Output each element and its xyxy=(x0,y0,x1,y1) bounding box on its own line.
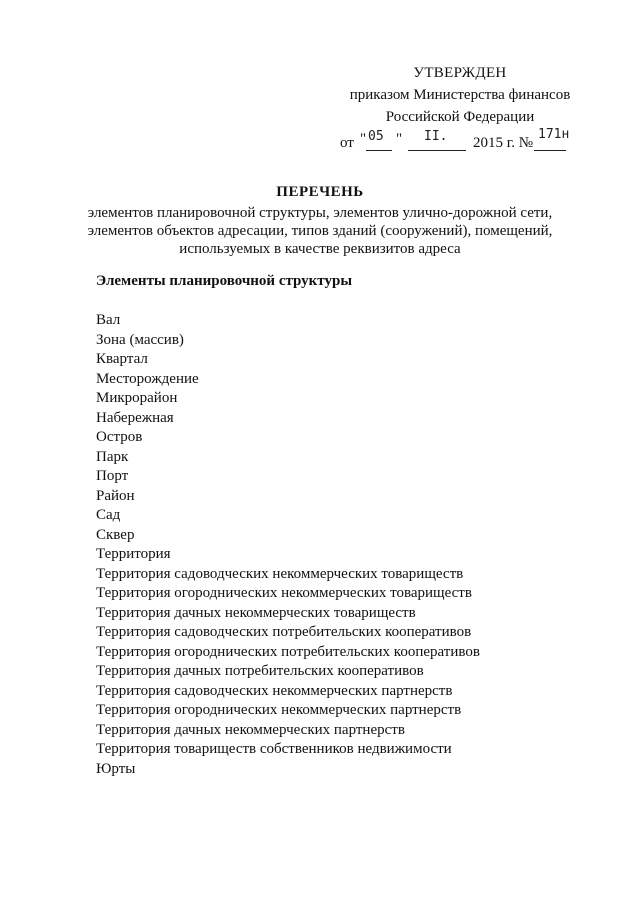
date-quote-close: " xyxy=(396,131,403,147)
list-item: Квартал xyxy=(96,351,148,367)
list-item: Набережная xyxy=(96,409,174,426)
date-prefix: от xyxy=(340,135,354,151)
date-day-handwritten: 05 xyxy=(368,129,384,144)
list-item: Парк xyxy=(96,448,129,465)
order-number-handwritten: 171н xyxy=(538,127,570,142)
section-title: Элементы планировочной структуры xyxy=(96,273,353,289)
document-title: ПЕРЕЧЕНЬ xyxy=(276,184,364,200)
list-item: Территория огороднических некоммерческих партнерств xyxy=(96,702,462,718)
list-item: Порт xyxy=(96,468,129,484)
list-item: Территория дачных некоммерческих товариществ xyxy=(96,604,416,621)
list-item: Территория дачных потребительских кооперативов xyxy=(96,663,424,679)
list-item: Территория садоводческих некоммерческих партнерств xyxy=(96,682,453,699)
list-item: Район xyxy=(96,487,135,504)
date-day-underline xyxy=(366,150,392,151)
planning-structure-list xyxy=(96,311,480,779)
list-item: Территория товариществ собственников недвижимости xyxy=(96,741,452,757)
list-item: Территория садоводческих потребительских кооперативов xyxy=(96,624,472,640)
list-item: Территория xyxy=(96,546,171,562)
approval-block xyxy=(330,62,590,152)
document-subtitle-line-3: используемых в качестве реквизитов адреса xyxy=(179,241,461,257)
list-item: Месторождение xyxy=(96,370,199,387)
approval-title: УТВЕРЖДЕН xyxy=(413,65,507,81)
list-item: Микрорайон xyxy=(96,390,178,406)
list-item: Территория дачных некоммерческих партнерств xyxy=(96,721,405,738)
document-heading xyxy=(60,183,580,258)
approval-federation-line: Российской Федерации xyxy=(385,109,535,125)
list-item: Территория садоводческих некоммерческих товариществ xyxy=(96,565,464,582)
document-subtitle-line-1: элементов планировочной структуры, элементов улично-дорожной сети, xyxy=(87,205,553,221)
approval-date-line xyxy=(330,128,590,152)
list-item: Сад xyxy=(96,507,121,523)
list-item: Остров xyxy=(96,429,143,445)
list-item: Зона (массив) xyxy=(96,331,184,348)
order-number-underline xyxy=(534,150,566,151)
approval-order-line: приказом Министерства финансов xyxy=(349,87,571,103)
list-item: Вал xyxy=(96,312,121,328)
list-item: Территория огороднических некоммерческих товариществ xyxy=(96,585,472,601)
date-year-text: 2015 г. № xyxy=(473,135,534,151)
date-quote-open: " xyxy=(360,131,367,147)
list-item: Территория огороднических потребительских кооперативов xyxy=(96,643,480,660)
date-month-handwritten: II. xyxy=(424,129,448,144)
list-item: Юрты xyxy=(96,760,136,777)
document-subtitle-line-2: элементов объектов адресации, типов зданий (сооружений), помещений, xyxy=(87,223,553,239)
list-item: Сквер xyxy=(96,526,135,543)
date-month-underline xyxy=(408,150,466,151)
